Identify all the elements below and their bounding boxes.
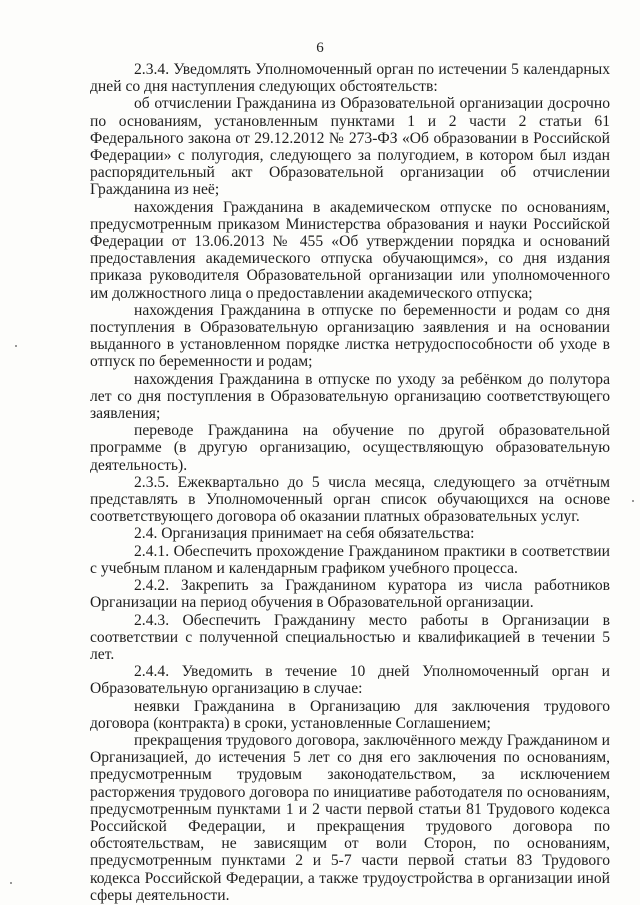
- scan-speck: [10, 882, 12, 884]
- clause-2-3-4: 2.3.4. Уведомлять Уполномоченный орган по истечении 5 календарных дней со дня наступления следующих обстоятельств:: [90, 61, 610, 96]
- document-body: [90, 61, 610, 904]
- clause-2-4-1: 2.4.1. Обеспечить прохождение Гражданином практики в соответствии с учебным планом и календарным графиком учебного процесса.: [90, 542, 610, 577]
- list-item-academic-leave: нахождения Гражданина в академическом отпуске по основаниям, предусмотренным приказом Министерства образования и науки Российской Федерации от 13.06.2013 № 455 «Об утверждении порядка и оснований предоставления академического отпуска обучающимся», со дня издания приказа руководителя Образовательной организации или уполномоченного им должностного лица о предоставлении академического отпуска;: [90, 198, 610, 302]
- list-item-expulsion: об отчислении Гражданина из Образовательной организации досрочно по основаниям, установленным пунктами 1 и 2 части 2 статьи 61 Федерального закона от 29.12.2012 № 273-ФЗ «Об образовании в Российской Федерации» с полугодия, следующего за полугодием, в котором был издан распорядительный акт Образовательной организации об отчислении Гражданина из неё;: [90, 95, 610, 199]
- clause-2-4-4: 2.4.4. Уведомить в течение 10 дней Уполномоченный орган и Образовательную организацию в случае:: [90, 663, 610, 698]
- scan-speck: [632, 500, 634, 502]
- list-item-no-show: неявки Гражданина в Организацию для заключения трудового договора (контракта) в сроки, установленные Соглашением;: [90, 697, 610, 732]
- clause-2-3-5: 2.3.5. Ежеквартально до 5 числа месяца, следующего за отчётным представлять в Уполномоченный орган список обучающихся на основе соответствующего договора об оказании платных образовательных услуг.: [90, 473, 610, 526]
- page-number: 6: [316, 40, 324, 56]
- list-item-childcare-leave: нахождения Гражданина в отпуске по уходу за ребёнком до полутора лет со дня поступления в Образовательную организацию соответствующего заявления;: [90, 370, 610, 423]
- list-item-termination: прекращения трудового договора, заключённого между Гражданином и Организацией, до истечения 5 лет со дня его заключения по основаниям, предусмотренным трудовым законодательством, за исключением расторжения трудового договора по инициативе работодателя по основаниям, предусмотренным пунктами 1 и 2 части первой статьи 81 Трудового кодекса Российской Федерации, и прекращения трудового договора по обстоятельствам, не зависящим от воли Сторон, по основаниям, предусмотренным пунктами 2 и 5-7 части первой статьи 83 Трудового кодекса Российской Федерации, а также трудоустройства в организации иной сферы деятельности.: [90, 731, 610, 904]
- scan-speck: [15, 345, 17, 347]
- clause-2-4-2: 2.4.2. Закрепить за Гражданином куратора из числа работников Организации на период обучения в Образовательной организации.: [90, 577, 610, 612]
- clause-2-4: 2.4. Организация принимает на себя обязательства:: [134, 525, 475, 543]
- list-item-transfer: переводе Гражданина на обучение по другой образовательной программе (в другую организацию, осуществляющую образовательную деятельность).: [90, 422, 610, 474]
- clause-2-4-3: 2.4.3. Обеспечить Гражданину место работы в Организации в соответствии с полученной специальностью и квалификацией в течении 5 лет.: [90, 611, 610, 663]
- list-item-maternity-leave: нахождения Гражданина в отпуске по беременности и родам со дня поступления в Образовательную организацию заявления и на основании выданного в установленном порядке листка нетрудоспособности об уходе в отпуск по беременности и родам;: [90, 301, 610, 371]
